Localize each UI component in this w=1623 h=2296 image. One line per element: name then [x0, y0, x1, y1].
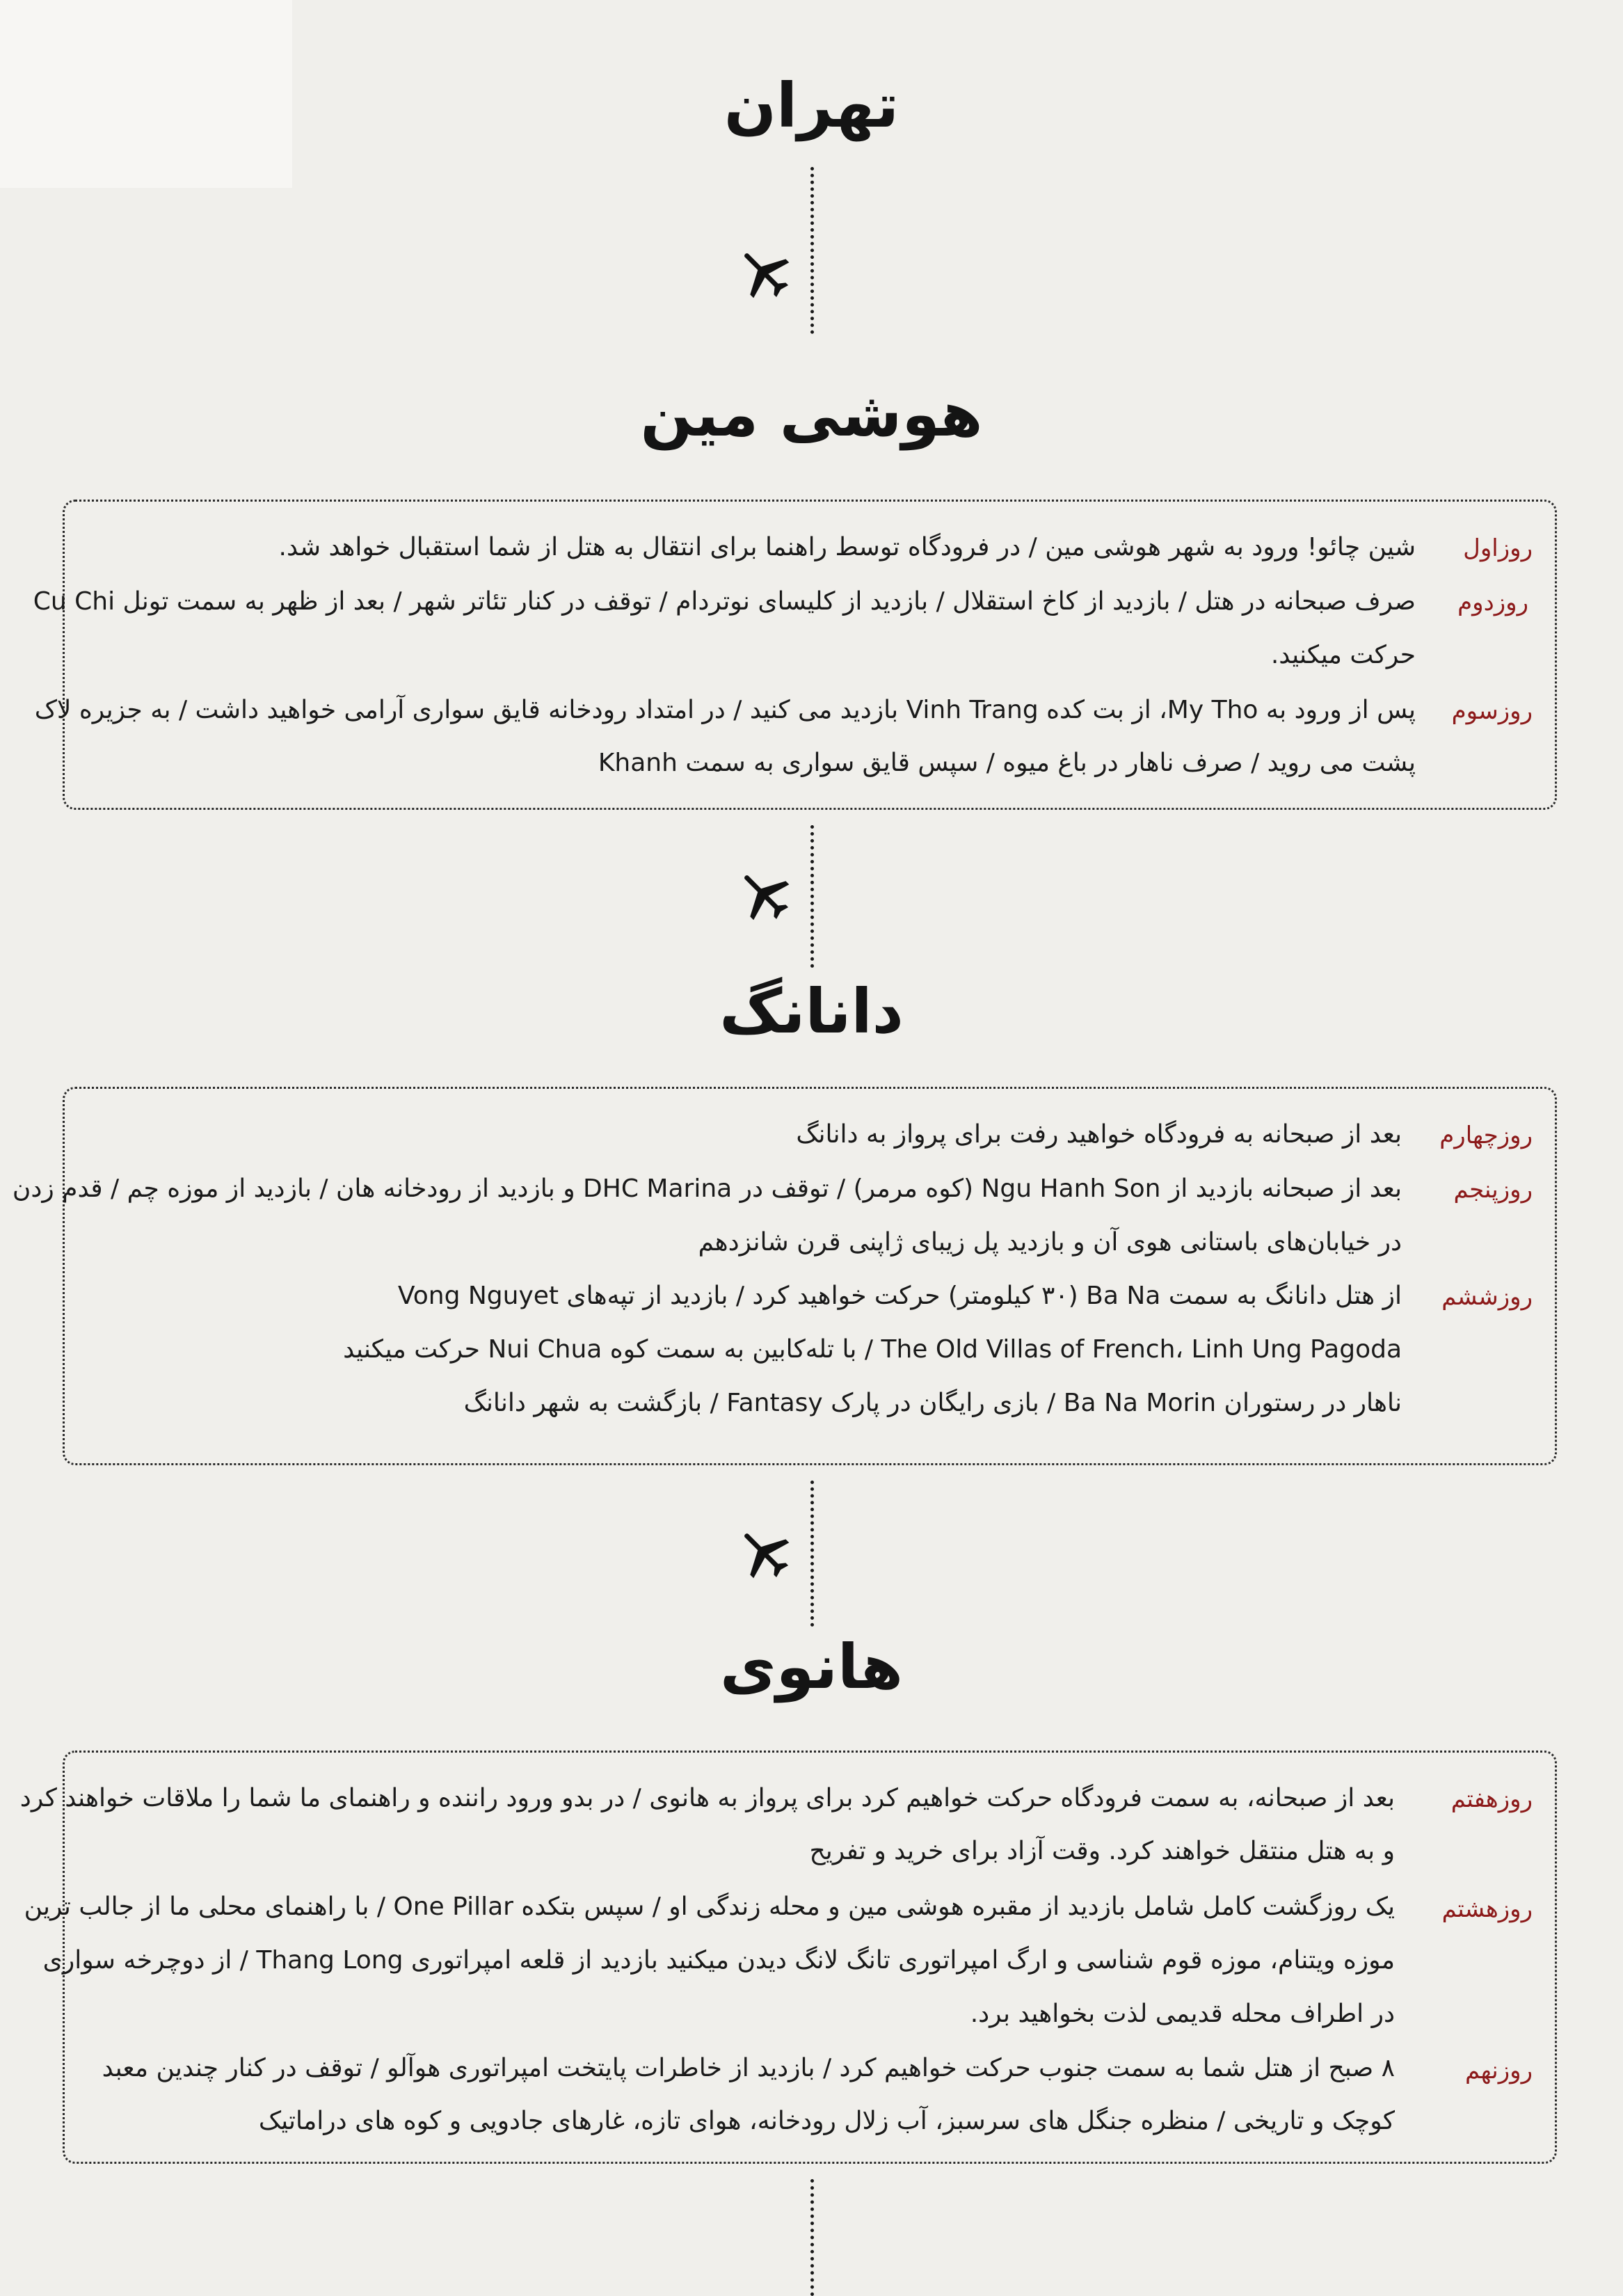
itinerary-text: پشت می روید / صرف ناهار در باغ میوه / سپس قایق سواری به سمت Khanh [598, 749, 1416, 777]
itinerary-text: در اطراف محله قدیمی لذت بخواهید برد. [970, 2000, 1395, 2028]
airplane-icon [735, 244, 794, 303]
city-title-hochiminh: هوشی مین [640, 378, 983, 450]
itinerary-text: در خیابان‌های باستانی هوی آن و بازدید پل زیبای ژاپنی قرن شانزدهم [698, 1228, 1402, 1257]
city-title-danang: دانانگ [719, 975, 904, 1047]
itinerary-text: بعد از صبحانه، به سمت فرودگاه حرکت خواهیم کرد برای پرواز به هانوی / در بدو ورود راننده و راهنمای ما شما را ملاقات خواهند کرد [19, 1784, 1395, 1812]
day-label: روزدوم [1457, 589, 1528, 616]
route-line [810, 167, 814, 334]
itinerary-text: موزه ویتنام، موزه قوم شناسی و ارگ امپراتوری تانگ لانگ دیدن میکنید بازدید از قلعه امپراتوری Thang Long / از دوچرخه سواری [42, 1946, 1395, 1975]
day-label: روزهفتم [1450, 1785, 1533, 1813]
itinerary-text: پس از ورود به My Tho، از بت کده Vinh Trang بازدید می کنید / در امتداد رودخانه قایق سواری آرامی خواهید داشت / به جزیره لاک [34, 696, 1416, 724]
itinerary-text: و به هتل منتقل خواهند کرد. وقت آزاد برای خرید و تفریح [809, 1837, 1395, 1865]
airplane-icon [735, 866, 794, 925]
itinerary-text: حرکت میکنید. [1270, 641, 1416, 669]
itinerary-text: شین چائو! ورود به شهر هوشی مین / در فرودگاه توسط راهنما برای انتقال به هتل از شما استقبال خواهد شد. [278, 533, 1416, 561]
city-title-hanoi: هانوی [720, 1631, 903, 1703]
itinerary-text: بعد از صبحانه به فرودگاه خواهید رفت برای پرواز به دانانگ [796, 1120, 1402, 1149]
itinerary-text: از هتل دانانگ به سمت Ba Na (۳۰ کیلومتر) حرکت خواهید کرد / بازدید از تپه‌های Vong Nguyet [397, 1282, 1402, 1310]
itinerary-box-danang [12, 1087, 1557, 1465]
itinerary-text: یک روزگشت کامل شامل بازدید از مقبره هوشی مین و محله زندگی او / سپس بتکده One Pillar / با راهنمای محلی ما از جالب ترین [24, 1892, 1395, 1921]
day-label: روزچهارم [1439, 1122, 1533, 1149]
airplane-icon [735, 1524, 794, 1584]
itinerary-text: ۸ صبح از هتل شما به سمت جنوب حرکت خواهیم کرد / بازدید از خاطرات پایتخت امپراتوری هوآلو / توقف در کنار چندین معبد [102, 2054, 1395, 2082]
itinerary-box-hochiminh [33, 500, 1557, 810]
itinerary-box-hanoi [19, 1751, 1557, 2164]
route-line [810, 825, 814, 968]
day-label: روزنهم [1464, 2057, 1533, 2084]
city-title-tehran: تهران [723, 70, 900, 141]
day-label: روزهشتم [1441, 1895, 1533, 1923]
itinerary-text: The Old Villas of French، Linh Ung Pagoda / با تله‌کابین به سمت کوه Nui Chua حرکت میکنید [343, 1335, 1402, 1364]
route-line [810, 2179, 814, 2296]
itinerary-text: ناهار در رستوران Ba Na Morin / بازی رایگان در پارک Fantasy / بازگشت به شهر دانانگ [463, 1389, 1402, 1417]
day-label: روزسوم [1451, 697, 1533, 725]
route-line [810, 1481, 814, 1627]
day-label: روزششم [1441, 1283, 1533, 1311]
day-label: روزپنجم [1453, 1176, 1533, 1204]
itinerary-text: کوچک و تاریخی / منظره جنگل های سرسبز، آب زلال رودخانه، هوای تازه، غارهای جادویی و کوه های دراماتیک [258, 2107, 1395, 2135]
itinerary-text: بعد از صبحانه بازدید از Ngu Hanh Son (کوه مرمر) / توقف در DHC Marina و بازدید از رودخانه هان / بازدید از موزه چم / قدم زدن [12, 1174, 1402, 1203]
day-label: روزاول [1463, 534, 1533, 562]
itinerary-text: صرف صبحانه در هتل / بازدید از کاخ استقلال / بازدید از کلیسای نوتردام / توقف در کنار تئاتر شهر / بعد از ظهر به سمت تونل Cu Chi [33, 587, 1416, 616]
